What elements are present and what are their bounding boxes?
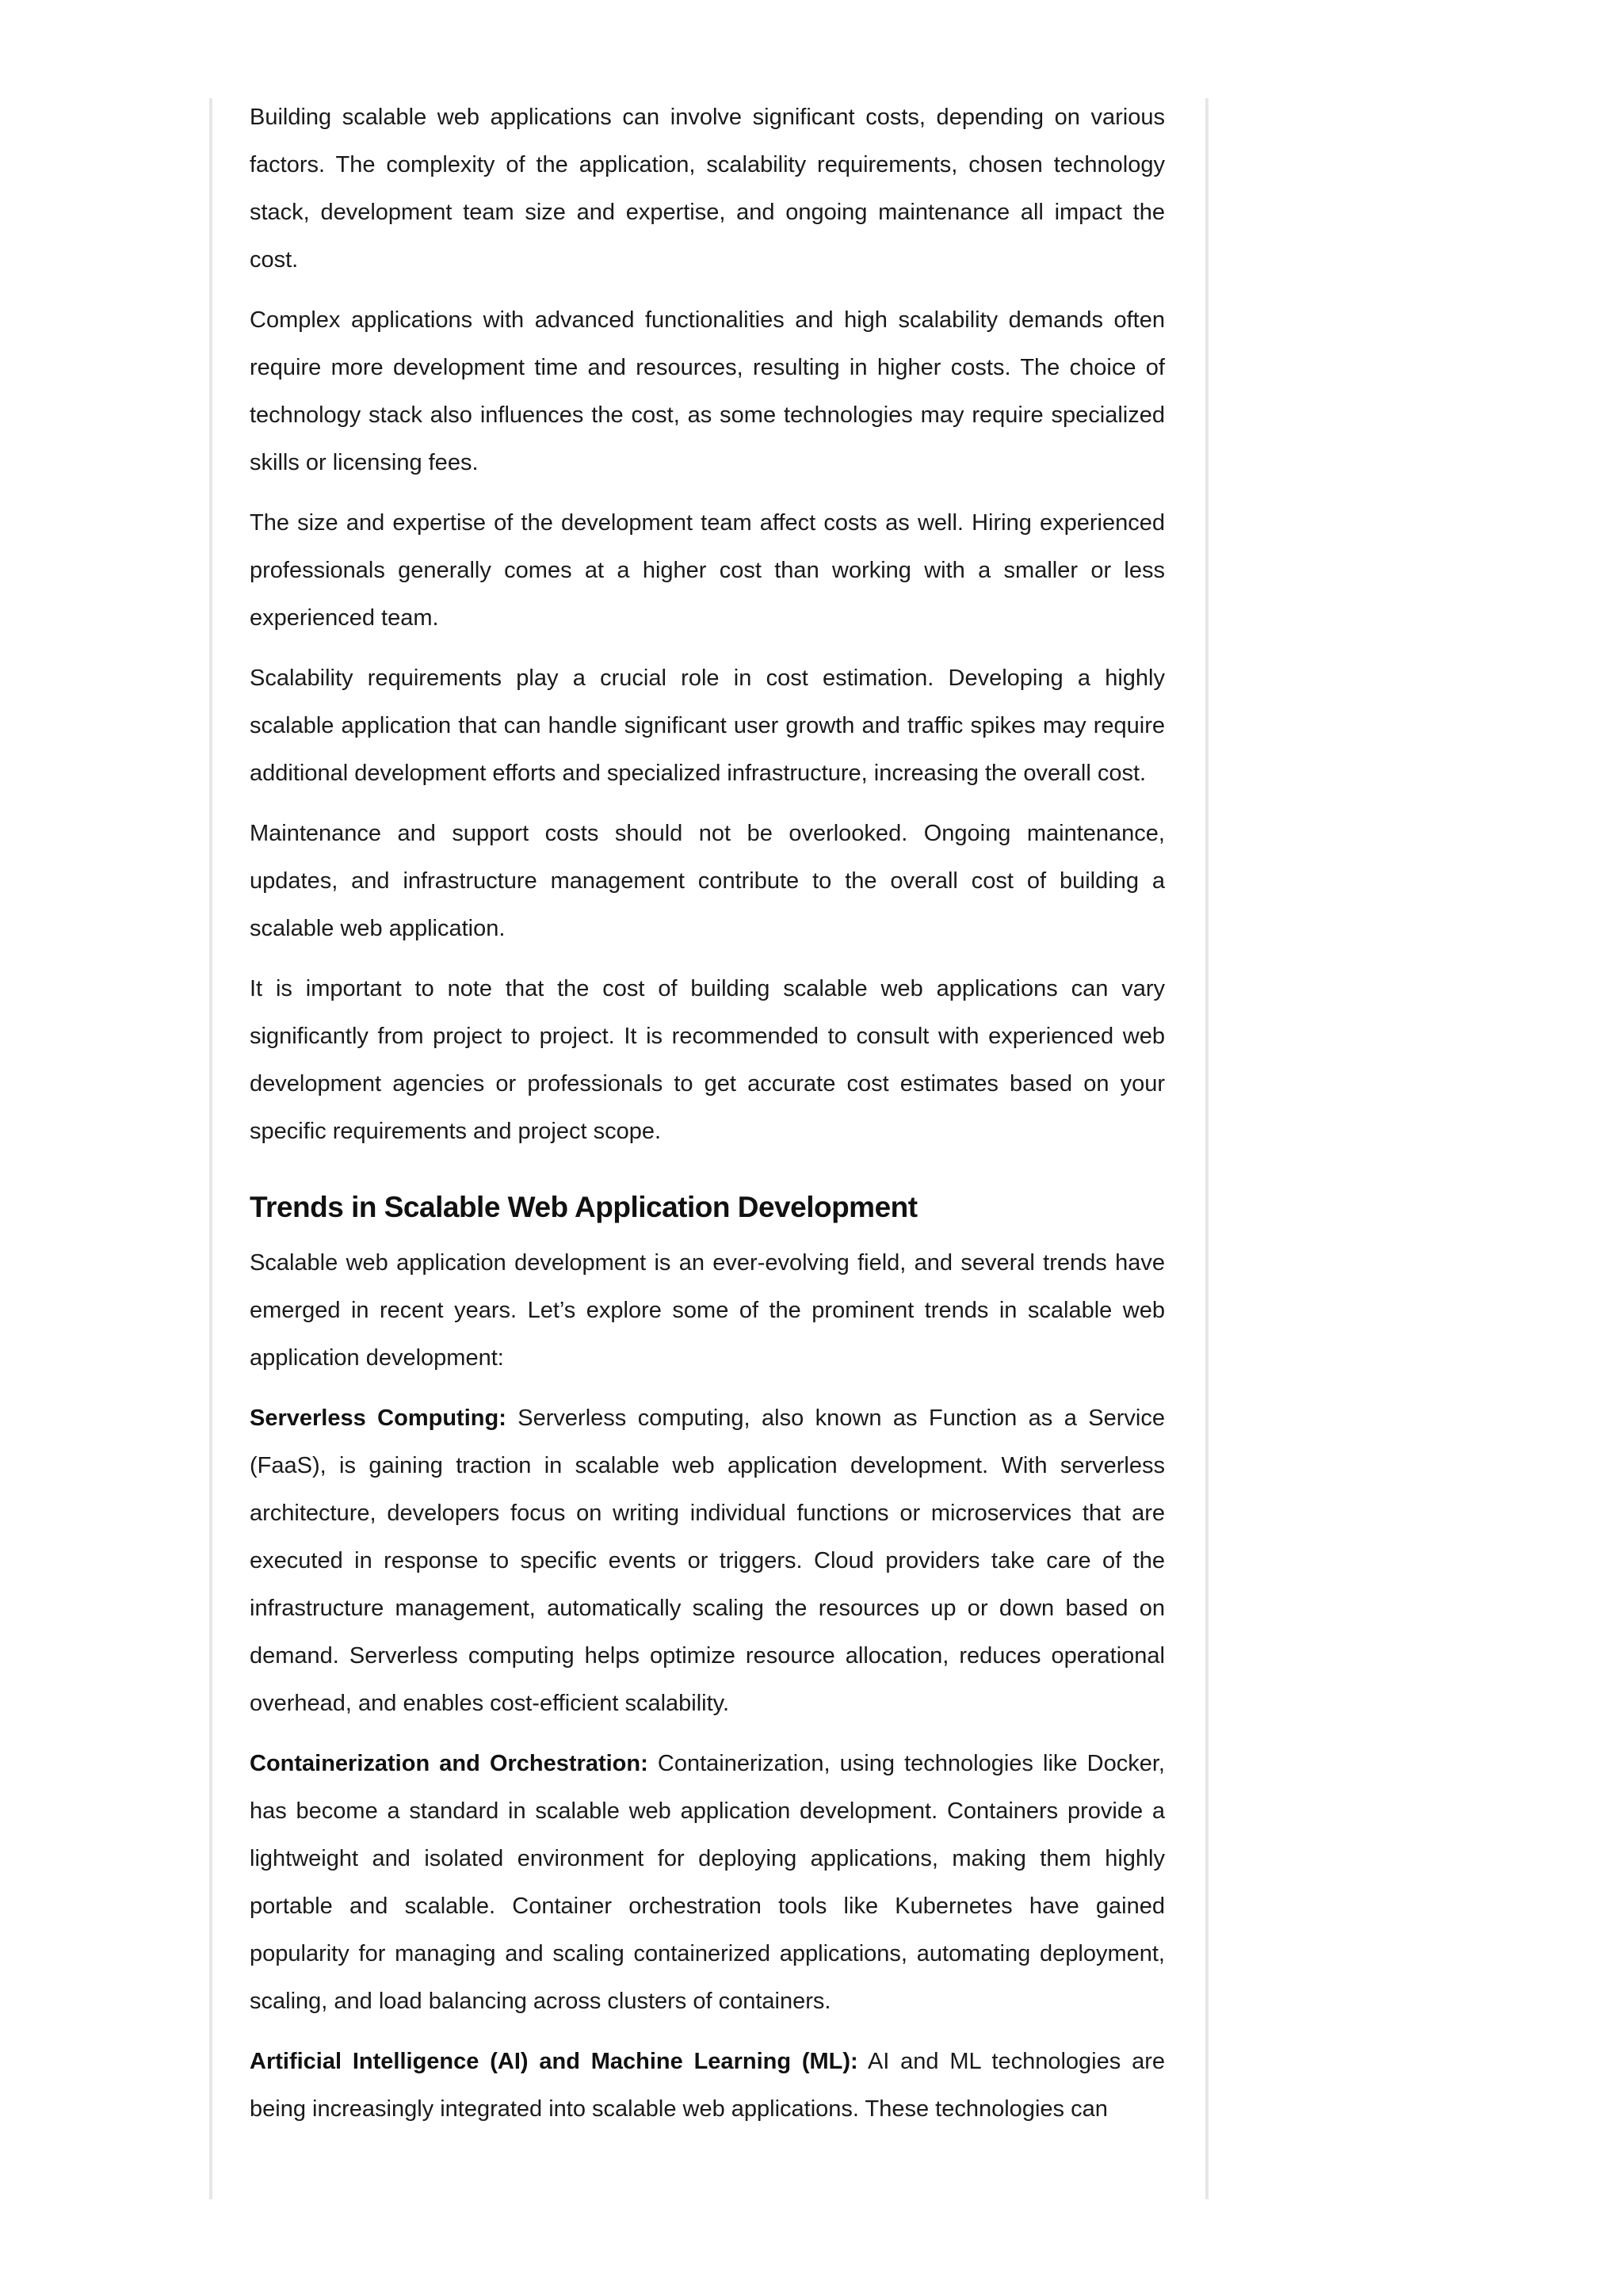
trend-item	[250, 2038, 1165, 2133]
trend-item	[250, 1740, 1165, 2025]
paragraph-scalability: Scalability requirements play a crucial role in cost estimation. Developing a highly scalable application that can handle significant user growth and traffic spikes may require additional development efforts and specialized infrastructure, increasing the overall cost.	[250, 666, 1165, 786]
paragraph-cost-factors: Building scalable web applications can involve significant costs, depending on various factors. The complexity of the application, scalability requirements, chosen technology stack, development team size and expertise, and ongoing maintenance all impact the cost.	[250, 105, 1165, 273]
section-heading: Trends in Scalable Web Application Development	[250, 1191, 918, 1223]
trend-term: Artificial Intelligence (AI) and Machine Learning (ML):	[250, 2049, 858, 2074]
trend-term: Serverless Computing:	[250, 1405, 506, 1431]
trend-text: AI and ML technologies are being increasingly integrated into scalable web applications. These technologies can	[250, 2049, 1165, 2122]
paragraph-cost-variation: It is important to note that the cost of building scalable web applications can vary significantly from project to project. It is recommended to consult with experienced web development agencies or professionals to get accurate cost estimates based on your specific requirements and project scope.	[250, 976, 1165, 1144]
article-body	[250, 93, 1165, 2145]
left-page-rule	[209, 98, 212, 2199]
paragraph-trends-intro: Scalable web application development is an ever-evolving field, and several trends have emerged in recent years. Let’s explore some of the prominent trends in scalable web application development:	[250, 1250, 1165, 1371]
paragraph-maintenance: Maintenance and support costs should not be overlooked. Ongoing maintenance, updates, and infrastructure management contribute to the overall cost of building a scalable web application.	[250, 821, 1165, 941]
right-page-rule	[1205, 98, 1209, 2199]
trend-item	[250, 1394, 1165, 1727]
paragraph-team: The size and expertise of the development team affect costs as well. Hiring experienced professionals generally comes at a higher cost than working with a smaller or less experienced team.	[250, 510, 1165, 631]
trend-text: Serverless computing, also known as Function as a Service (FaaS), is gaining traction in scalable web application development. With serverless architecture, developers focus on writing individual functions or microservices that are executed in response to specific events or triggers. Cloud providers take care of the infrastructure management, automatically scaling the resources up or down based on demand. Serverless computing helps optimize resource allocation, reduces operational overhead, and enables cost-efficient scalability.	[250, 1405, 1165, 1716]
trend-term: Containerization and Orchestration:	[250, 1751, 648, 1776]
trend-text: Containerization, using technologies like Docker, has become a standard in scalable web application development. Containers provide a lightweight and isolated environment for deploying applications, making them highly portable and scalable. Container orchestration tools like Kubernetes have gained popularity for managing and scaling containerized applications, automating deployment, scaling, and load balancing across clusters of containers.	[250, 1751, 1165, 2014]
paragraph-complexity: Complex applications with advanced functionalities and high scalability demands often require more development time and resources, resulting in higher costs. The choice of technology stack also influences the cost, as some technologies may require specialized skills or licensing fees.	[250, 307, 1165, 475]
